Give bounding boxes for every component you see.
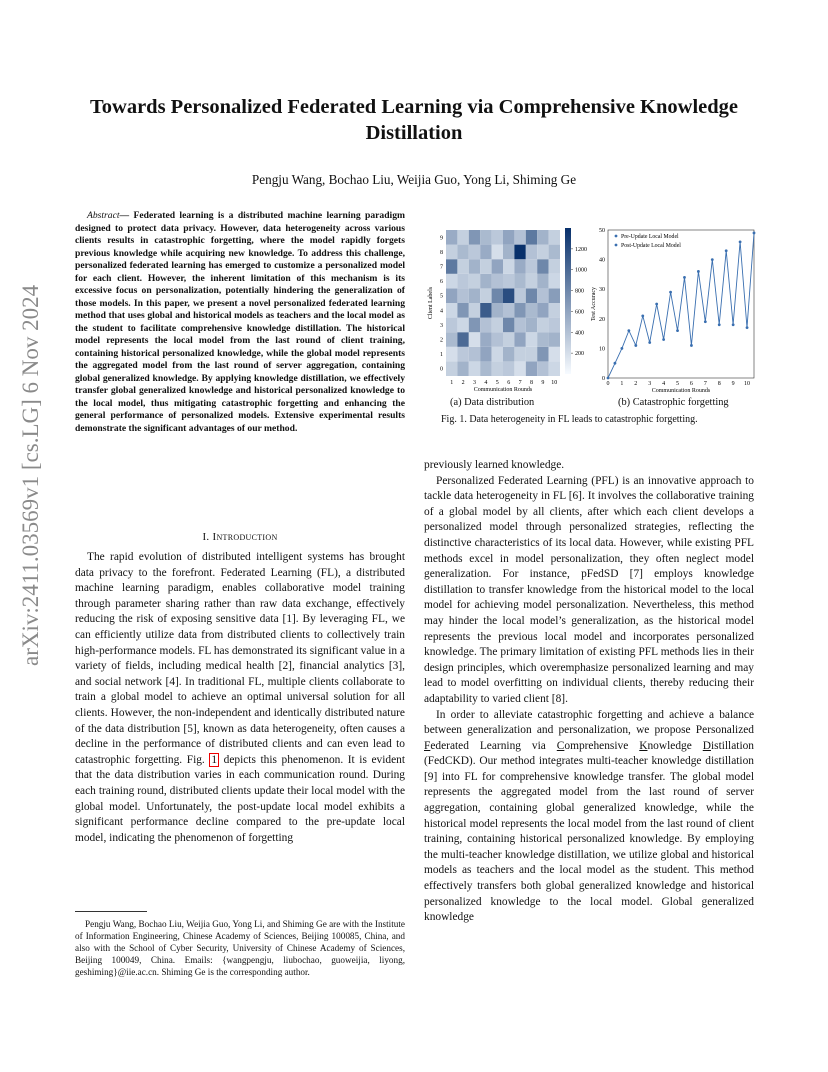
heatmap-cell: [446, 303, 457, 318]
line-y-axis-label: Test Accuracy: [591, 286, 597, 322]
section-heading-introduction: [75, 531, 405, 543]
heatmap-cell: [514, 347, 525, 362]
line-y-tick-label: 50: [599, 228, 605, 234]
heatmap-cell: [537, 332, 548, 347]
line-x-axis-label: Communication Rounds: [651, 388, 711, 394]
heatmap-cell: [457, 288, 468, 303]
author-affiliation-footnote: Pengju Wang, Bochao Liu, Weijia Guo, Yong Li, and Shiming Ge are with the Institute of Information Engineering, Chinese Academy of Sciences, Beijing 100085, China, and also with the School of Cyber Security, University of Chinese Academy of Sciences, Beijing 100049, China. Emails: {wangpengju, liubochao, guoweijia, liyong, geshiming}@iie.ac.cn. Shiming Ge is the corresponding author.: [75, 919, 405, 977]
heatmap-x-tick-label: 2: [461, 380, 465, 386]
heatmap-cell: [469, 332, 480, 347]
acronym-letter-f: F: [424, 739, 431, 752]
colorbar-tick-label: 1000: [575, 267, 587, 274]
line-x-tick-label: 10: [744, 381, 751, 387]
heatmap-cell: [469, 303, 480, 318]
heatmap-cell: [446, 259, 457, 274]
heatmap-cell: [492, 245, 503, 260]
heatmap-y-tick-label: 6: [440, 279, 443, 286]
heatmap-cell: [492, 274, 503, 289]
heatmap-cell: [549, 259, 560, 274]
heatmap-cell: [503, 259, 514, 274]
heatmap-cell: [549, 288, 560, 303]
pre-update-point: [641, 314, 644, 317]
line-y-tick-label: 30: [599, 287, 605, 294]
heatmap-cell: [469, 288, 480, 303]
line-x-tick-label: 7: [703, 381, 707, 387]
heatmap-cell: [446, 274, 457, 289]
heatmap-cell: [537, 347, 548, 362]
heatmap-cell: [514, 259, 525, 274]
heatmap-cell: [446, 347, 457, 362]
line-x-tick-label: 3: [648, 381, 652, 387]
heatmap-cell: [549, 318, 560, 333]
heatmap-cell: [526, 332, 537, 347]
right-p2-text-ederated: ederated Learning via: [430, 739, 546, 752]
pre-update-point: [739, 240, 742, 243]
right-p2-text-istillation: istillation (FedCKD). Our method integrates multi-teacher knowledge distillation [9] into FL for comprehensive knowledge transfer. The global model represents the aggregated model from the last round of server aggregation, containing global generalized knowledge, while the historical model represents the local model from the last round of client training, containing historical personalized knowledge. By employing the multi-teacher knowledge distillation, we utilize global and historical models as teachers and the local model as the student. This method effectively transfers both global generalized knowledge and historical personalized knowledge to the local model. Global generalized knowledge: [424, 739, 755, 924]
heatmap-cell: [480, 361, 491, 376]
heatmap-cell: [457, 318, 468, 333]
right-p2-text-omprehensive: omprehensive: [564, 739, 629, 752]
heatmap-cell: [503, 245, 514, 260]
line-x-tick-label: 2: [634, 381, 638, 387]
post-update-point: [732, 323, 735, 326]
heatmap-cell: [549, 303, 560, 318]
heatmap-cell: [514, 245, 525, 260]
heatmap-cell: [514, 230, 525, 245]
heatmap-cell: [503, 332, 514, 347]
heatmap-x-tick-label: 7: [518, 380, 522, 386]
heatmap-cell: [514, 332, 525, 347]
heatmap-cell: [446, 332, 457, 347]
author-list: Pengju Wang, Bochao Liu, Weijia Guo, Yong Li, Shiming Ge: [251, 172, 577, 187]
heatmap-cell: [526, 303, 537, 318]
footnote-rule: [75, 911, 147, 912]
heatmap-cell: [503, 361, 514, 376]
heatmap-cell: [446, 288, 457, 303]
heatmap-data-distribution: [428, 228, 587, 393]
heatmap-cell: [549, 245, 560, 260]
line-x-tick-label: 9: [731, 381, 735, 387]
right-column-body: [424, 458, 754, 926]
post-update-point: [718, 323, 721, 326]
heatmap-cell: [514, 288, 525, 303]
line-y-tick-label: 40: [599, 257, 605, 264]
paper-title: [60, 94, 768, 146]
heatmap-cell: [446, 318, 457, 333]
heatmap-y-tick-label: 2: [440, 337, 443, 344]
heatmap-cell: [549, 347, 560, 362]
heatmap-x-tick-label: 10: [551, 380, 558, 386]
right-p2-text-nowledge: nowledge: [647, 739, 692, 752]
heatmap-cell: [446, 245, 457, 260]
line-x-tick-label: 5: [676, 381, 680, 387]
pre-update-point: [725, 249, 728, 252]
colorbar-tick-label: 1200: [575, 246, 587, 253]
heatmap-cell: [492, 288, 503, 303]
heatmap-cell: [492, 347, 503, 362]
subcaption-a: (a) Data distribution: [450, 397, 535, 408]
heatmap-x-tick-label: 9: [541, 380, 545, 386]
heatmap-y-tick-label: 5: [440, 293, 443, 300]
heatmap-cell: [503, 318, 514, 333]
pre-update-point: [627, 329, 630, 332]
heatmap-cell: [537, 230, 548, 245]
line-x-tick-label: 6: [689, 381, 693, 387]
heatmap-y-axis-label: Client Labels: [428, 286, 434, 320]
right-paragraph-2: [424, 708, 754, 926]
colorbar-tick-label: 600: [575, 309, 584, 316]
line-y-tick-label: 0: [602, 376, 605, 382]
heatmap-cell: [469, 274, 480, 289]
heatmap-cell: [537, 303, 548, 318]
legend-marker: [615, 244, 618, 247]
post-update-point: [648, 341, 651, 344]
line-chart-catastrophic-forgetting: [591, 228, 755, 394]
heatmap-cell: [480, 245, 491, 260]
colorbar-tick-label: 400: [575, 330, 584, 337]
heatmap-cell: [446, 230, 457, 245]
heatmap-cell: [526, 259, 537, 274]
heatmap-cell: [514, 303, 525, 318]
heatmap-cell: [480, 332, 491, 347]
colorbar-tick-label: 800: [575, 288, 584, 295]
pre-update-point: [683, 276, 686, 279]
heatmap-cell: [503, 230, 514, 245]
line-x-tick-label: 1: [620, 381, 624, 387]
heatmap-x-tick-label: 1: [450, 380, 454, 386]
heatmap-cell: [549, 274, 560, 289]
heatmap-cell: [457, 274, 468, 289]
heatmap-cell: [503, 274, 514, 289]
intro-paragraph-1: [75, 550, 405, 846]
heatmap-cell: [537, 288, 548, 303]
heatmap-cell: [514, 318, 525, 333]
heatmap-cell: [480, 288, 491, 303]
colorbar-tick-label: 200: [575, 351, 584, 358]
heatmap-cell: [549, 332, 560, 347]
post-update-point: [690, 344, 693, 347]
heatmap-y-tick-label: 4: [440, 308, 443, 315]
heatmap-cell: [537, 318, 548, 333]
heatmap-cell: [492, 303, 503, 318]
heatmap-cell: [469, 245, 480, 260]
arxiv-id-text: arXiv:2411.03569v1 [cs.LG] 6 Nov 2024: [18, 284, 43, 666]
arxiv-identifier: [6, 236, 48, 666]
line-x-tick-label: 0: [606, 381, 610, 387]
heatmap-cell: [457, 259, 468, 274]
heatmap-cell: [480, 347, 491, 362]
heatmap-cell: [480, 259, 491, 274]
heatmap-y-tick-label: 9: [440, 235, 443, 242]
pre-update-point: [614, 362, 617, 365]
post-update-point: [634, 344, 637, 347]
heatmap-y-tick-label: 3: [440, 322, 443, 329]
abstract-text: Federated learning is a distributed machine learning paradigm designed to protect data privacy. However, data heterogeneity across various clients results in catastrophic forgetting, where the model rapidly forgets previous knowledge while acquiring new knowledge. To address this challenge, personalized federated learning has emerged to customize a personalized model for each client. However, the inherent limitation of this mechanism is its excessive focus on personalization, potentially hindering the generalization of those models. In this paper, we present a novel personalized federated learning method that uses global and historical models as teachers and the local model as the student to facilitate comprehensive knowledge distillation. The historical model represents the local model from the last round of client training, containing historical personalized knowledge, while the global model represents the aggregated model from the last round of server aggregation, containing global generalized knowledge. By applying knowledge distillation, we effectively transfer global generalized knowledge and historical personalized knowledge to the local model, thus mitigating catastrophic forgetting and enhancing the general performance of personalized models. Extensive experimental results demonstrate the significant advantages of our method.: [75, 210, 405, 434]
heatmap-cell: [492, 361, 503, 376]
heatmap-cell: [503, 288, 514, 303]
subcaption-b: (b) Catastrophic forgetting: [618, 397, 729, 408]
heatmap-cell: [480, 230, 491, 245]
line-x-tick-label: 4: [662, 381, 666, 387]
heatmap-x-tick-label: 3: [473, 380, 476, 386]
heatmap-x-tick-label: 4: [484, 380, 488, 386]
heatmap-cell: [457, 230, 468, 245]
heatmap-cell: [480, 318, 491, 333]
pre-update-point: [711, 258, 714, 261]
forgetting-zigzag-line: [608, 233, 754, 378]
heatmap-cell: [492, 332, 503, 347]
title-line-2: Distillation: [365, 122, 463, 144]
heatmap-colorbar: [565, 228, 571, 374]
heatmap-cell: [526, 347, 537, 362]
heatmap-cell: [469, 318, 480, 333]
line-y-tick-label: 20: [599, 316, 605, 323]
post-update-point: [746, 326, 749, 329]
heatmap-cell: [469, 230, 480, 245]
right-p2-text-a: In order to alleviate catastrophic forgetting and achieve a balance between generalization and personalization, we propose Personalized: [424, 708, 754, 737]
heatmap-cell: [549, 361, 560, 376]
pre-update-point: [753, 232, 756, 235]
heatmap-cell: [537, 274, 548, 289]
post-update-point: [621, 347, 624, 350]
legend-marker: [615, 235, 618, 238]
legend-entry: Pre-Update Local Model: [621, 234, 679, 240]
heatmap-cell: [457, 332, 468, 347]
line-y-tick-label: 10: [599, 346, 605, 353]
heatmap-cell: [469, 259, 480, 274]
heatmap-cell: [457, 347, 468, 362]
heatmap-cell: [492, 230, 503, 245]
pre-update-point: [669, 291, 672, 294]
heatmap-y-tick-label: 1: [440, 352, 443, 359]
heatmap-cell: [514, 361, 525, 376]
figure-1-caption: Fig. 1. Data heterogeneity in FL leads to catastrophic forgetting.: [441, 414, 698, 425]
post-update-point: [704, 320, 707, 323]
heatmap-x-tick-label: 5: [495, 380, 499, 386]
heatmap-cell: [492, 318, 503, 333]
intro-p1-text-b: depicts this phenomenon. It is evident that the data distribution varies in each communication round. During each training round, distributed clients update their local model with the global model. Unfortunately, the post-update local model exhibits a significant performance decline compared to the pre-update local model, indicating the phenomenon of forgetting: [75, 753, 405, 844]
heatmap-cell: [526, 288, 537, 303]
left-column-body: [75, 550, 405, 846]
heatmap-cell: [526, 361, 537, 376]
heatmap-cell: [537, 245, 548, 260]
section-number: I.: [202, 531, 210, 543]
heatmap-x-axis-label: Communication Rounds: [473, 387, 533, 393]
acronym-letter-d: D: [702, 739, 711, 752]
heatmap-cell: [537, 361, 548, 376]
acronym-letter-c: C: [556, 739, 565, 752]
line-x-tick-label: 8: [717, 381, 721, 387]
heatmap-cell: [526, 230, 537, 245]
heatmap-cell: [457, 361, 468, 376]
right-paragraph-0: previously learned knowledge.: [424, 459, 565, 471]
heatmap-cell: [469, 347, 480, 362]
heatmap-cell: [480, 274, 491, 289]
heatmap-x-tick-label: 6: [507, 380, 511, 386]
post-update-point: [607, 377, 610, 380]
acronym-letter-k: K: [639, 739, 648, 752]
heatmap-x-tick-label: 8: [530, 380, 533, 386]
heatmap-cell: [492, 259, 503, 274]
heatmap-cell: [503, 303, 514, 318]
pre-update-point: [697, 270, 700, 273]
figure-1-reference-link[interactable]: 1: [211, 753, 218, 766]
post-update-point: [662, 338, 665, 341]
pre-update-point: [655, 303, 658, 306]
right-paragraph-1: Personalized Federated Learning (PFL) is an innovative approach to tackle data heterogeneity in FL [6]. It involves the collaborative training of a global model by all clients, after which each client develops a personalized model through personalized strategies, reflecting the distinctive characteristics of its local data. However, while existing PFL methods excel in model personalization, they often neglect model generalization. For instance, pFedSD [7] employs knowledge distillation to transfer knowledge from the historical model to the local model for achieving model personalization. Nevertheless, this method may hinder the local model’s generalization, as the historical model represents the previous local model and incorporates personalized knowledge. The primary limitation of existing PFL methods lies in their design principles, which overemphasize personalized learning and may lead to model overfitting on individual clients, thereby reducing their adaptability to varied client [8].: [424, 474, 754, 705]
heatmap-cell: [537, 259, 548, 274]
heatmap-cell: [457, 245, 468, 260]
heatmap-cell: [446, 361, 457, 376]
heatmap-cell: [503, 347, 514, 362]
title-line-1: Towards Personalized Federated Learning via Comprehensive Knowledge: [89, 96, 738, 118]
abstract: Abstract— Federated learning is a distributed machine learning paradigm designed to protect data privacy. However, data heterogeneity across various clients results in catastrophic forgetting, where the model rapidly forgets previous knowledge while acquiring new knowledge. To address this challenge, personalized federated learning has emerged to customize a personalized model for each client. However, the inherent limitation of this mechanism is its excessive focus on personalization, potentially hindering the generalization of those models. In this paper, we present a novel personalized federated learning method that uses global and historical models as teachers and the local model as the student to facilitate comprehensive knowledge distillation. The historical model represents the local model from the last round of client training, containing historical personalized knowledge, while the global model represents the aggregated model from the last round of server aggregation, containing global generalized knowledge. By applying knowledge distillation, we effectively transfer global generalized knowledge and historical personalized knowledge to the local model, thus mitigating catastrophic forgetting and enhancing the general performance of personalized models. Extensive experimental results demonstrate the significant advantages of our method.: [75, 210, 405, 434]
heatmap-y-tick-label: 7: [440, 264, 443, 271]
post-update-point: [676, 329, 679, 332]
heatmap-cell: [549, 230, 560, 245]
heatmap-y-tick-label: 8: [440, 249, 443, 256]
heatmap-cell: [526, 245, 537, 260]
legend-entry: Post-Update Local Model: [621, 243, 681, 249]
heatmap-y-tick-label: 0: [440, 366, 443, 373]
abstract-label: Abstract: [87, 210, 120, 221]
heatmap-cell: [526, 274, 537, 289]
heatmap-cell: [457, 303, 468, 318]
intro-p1-text-a: The rapid evolution of distributed intelligent systems has brought data privacy to the forefront. Federated Learning (FL), a distributed machine learning paradigm, enables collaborative model training through parameter sharing rather than raw data exchange, effectively reducing the risk of exposing sensitive data [1]. By leveraging FL, we can efficiently utilize data from distributed clients to collectively train high-performance models. FL has demonstrated its significant value in a variety of fields, including medical health [2], financial analytics [3], and social network [4]. In traditional FL, multiple clients collaborate to train a global model to achieve an optimal universal solution for all clients. However, the non-independent and identically distributed nature of the data distribution [5], known as data heterogeneity, often causes a decline in the performance of distributed clients and can even lead to catastrophic forgetting. Fig.: [75, 551, 405, 766]
section-title: Introduction: [212, 531, 278, 543]
heatmap-cell: [514, 274, 525, 289]
heatmap-cell: [469, 361, 480, 376]
heatmap-cell: [480, 303, 491, 318]
heatmap-cell: [526, 318, 537, 333]
